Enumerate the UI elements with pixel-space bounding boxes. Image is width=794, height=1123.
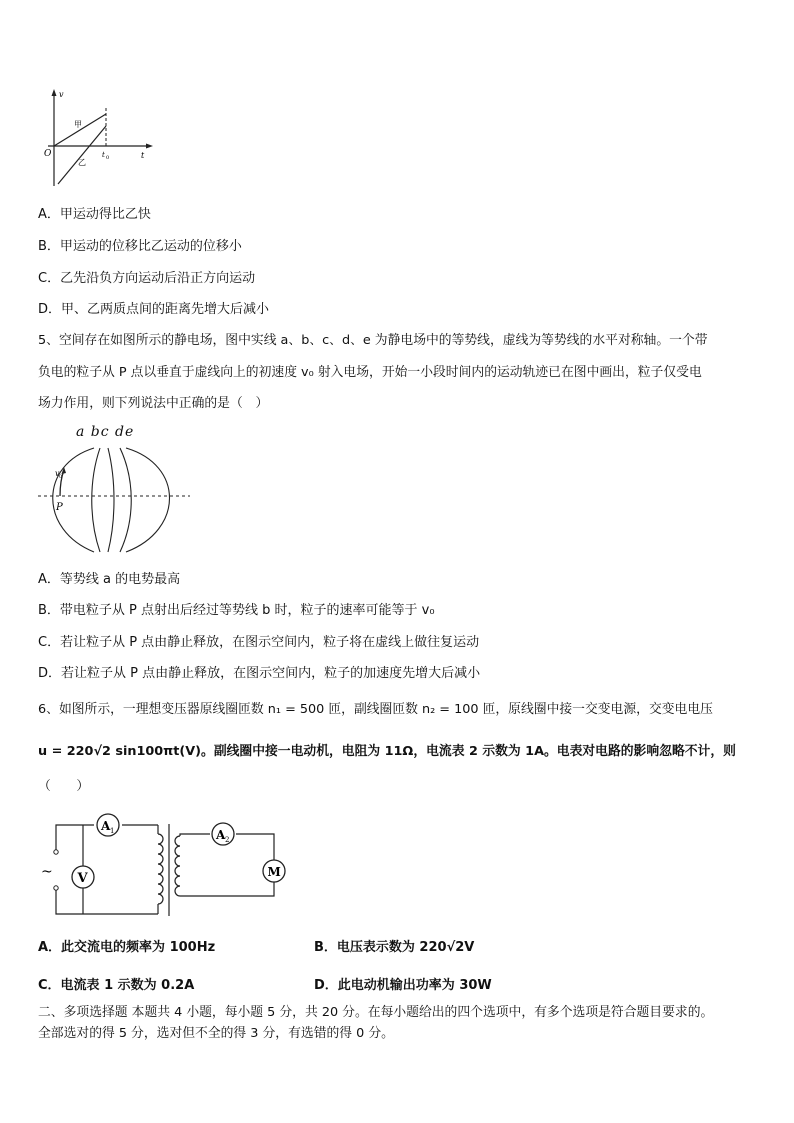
q5-option-b: B．带电粒子从 P 点射出后经过等势线 b 时，粒子的速率可能等于 v₀ bbox=[38, 603, 435, 618]
q6-secondary-wire bbox=[180, 834, 210, 836]
q6-ammeter2-label: A bbox=[216, 828, 226, 842]
q5-line-labels: a bc de bbox=[76, 424, 135, 440]
q6-secondary-coil bbox=[175, 836, 180, 896]
q4-line-yi bbox=[58, 126, 106, 184]
q4-option-a: A．甲运动得比乙快 bbox=[38, 207, 151, 222]
q6-primary-wire bbox=[56, 825, 94, 850]
q5-option-c: C．若让粒子从 P 点由静止释放，在图示空间内，粒子将在虚线上做往复运动 bbox=[38, 635, 480, 650]
q6-source-symbol: ~ bbox=[41, 864, 53, 880]
q5-option-a: A．等势线 a 的电势最高 bbox=[38, 572, 181, 587]
q5-stem-line3: 场力作用，则下列说法中正确的是（ ） bbox=[38, 396, 269, 411]
q6-voltmeter-label: V bbox=[77, 871, 88, 886]
q5-stem-line2: 负电的粒子从 P 点以垂直于虚线向上的初速度 v₀ 射入电场，开始一小段时间内的运动轨迹已在图中画出，粒子仅受电 bbox=[38, 365, 702, 380]
q5-field-figure bbox=[34, 440, 194, 560]
q6-stem-line2: u = 220√2 sin100πt(V)。副线圈中接一电动机，电阻为 11Ω，电流表 2 示数为 1A。电表对电路的影响忽略不计，则 bbox=[38, 744, 736, 759]
q6-ammeter1-label: A bbox=[101, 819, 111, 833]
q6-motor-label: M bbox=[267, 865, 281, 879]
q4-vt-graph bbox=[40, 86, 160, 190]
q4-y-label: v bbox=[59, 90, 64, 99]
section2-instructions-line1: 二、多项选择题 本题共 4 小题，每小题 5 分，共 20 分。在每小题给出的四个选项中，有多个选项是符合题目要求的。 bbox=[38, 1005, 714, 1020]
q6-option-a: A．此交流电的频率为 100Hz bbox=[38, 940, 216, 955]
q6-primary-coil bbox=[158, 834, 163, 904]
section2-instructions-line2: 全部选对的得 5 分，选对但不全的得 3 分，有选错的得 0 分。 bbox=[38, 1026, 394, 1041]
q5-equipotential-d bbox=[120, 448, 131, 552]
q6-option-d: D．此电动机输出功率为 30W bbox=[314, 978, 492, 993]
q4-line-jia bbox=[54, 114, 106, 146]
q4-yi-label: 乙 bbox=[78, 158, 86, 167]
q4-t0-sub: 0 bbox=[106, 155, 110, 161]
q4-option-d: D．甲、乙两质点间的距离先增大后减小 bbox=[38, 302, 270, 317]
q6-circuit-diagram bbox=[38, 812, 298, 922]
q5-v-label: v bbox=[55, 469, 60, 478]
q6-ammeter1-sub: 1 bbox=[110, 827, 115, 835]
q5-equipotential-c bbox=[108, 448, 114, 552]
q6-option-c: C．电流表 1 示数为 0.2A bbox=[38, 978, 195, 993]
q6-option-b: B．电压表示数为 220√2V bbox=[314, 940, 475, 955]
q5-option-d: D．若让粒子从 P 点由静止释放，在图示空间内，粒子的加速度先增大后减小 bbox=[38, 666, 481, 681]
q4-origin-label: O bbox=[44, 149, 52, 159]
q5-equipotential-a bbox=[53, 448, 94, 552]
q4-jia-label: 甲 bbox=[74, 120, 82, 129]
q5-v-sub: 0 bbox=[59, 474, 63, 480]
q4-t0-label: t bbox=[102, 151, 105, 159]
q5-stem-line1: 5、空间存在如图所示的静电场，图中实线 a、b、c、d、e 为静电场中的等势线，虚线为等势线的水平对称轴。一个带 bbox=[38, 333, 708, 348]
q4-option-c: C．乙先沿负方向运动后沿正方向运动 bbox=[38, 271, 256, 286]
q5-p-label: P bbox=[56, 502, 63, 513]
q6-stem-line3: （ ） bbox=[38, 779, 90, 794]
q6-ammeter2-sub: 2 bbox=[225, 836, 230, 844]
q6-stem-line1: 6、如图所示，一理想变压器原线圈匝数 n₁ = 500 匝，副线圈匝数 n₂ = 100 匝，原线圈中接一交变电源，交变电电压 bbox=[38, 702, 713, 717]
q4-option-b: B．甲运动的位移比乙运动的位移小 bbox=[38, 239, 242, 254]
q4-x-label: t bbox=[141, 151, 145, 160]
q5-equipotential-b bbox=[92, 448, 100, 552]
q5-equipotential-e bbox=[126, 448, 170, 552]
